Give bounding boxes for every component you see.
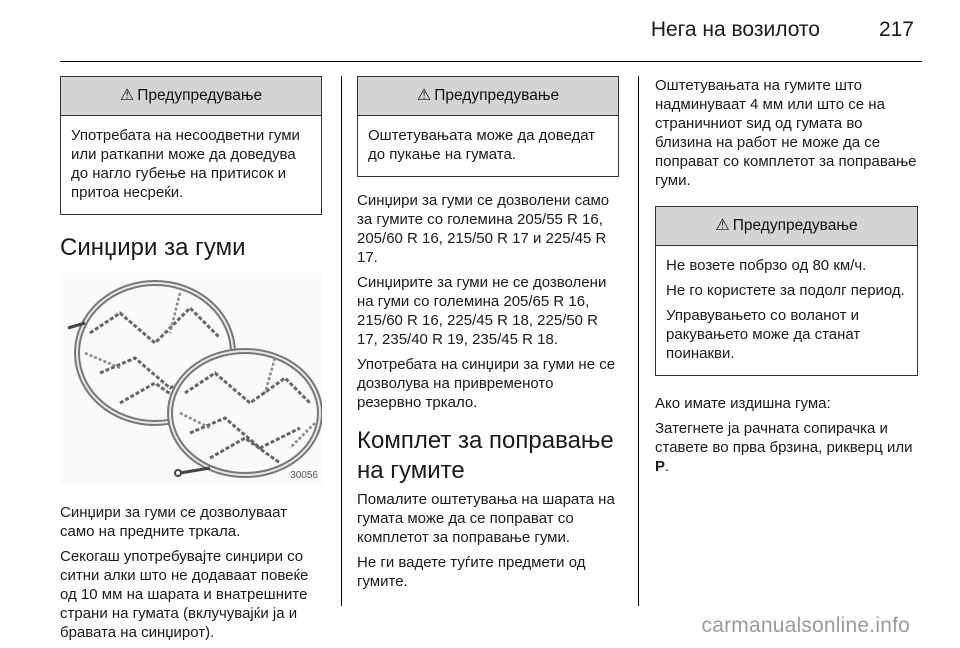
paragraph: Синџири за гуми се дозволени само за гумите со големина 205/55 R 16, 205/60 R 16, 215/50 R 17 и 225/45 R 17. bbox=[357, 192, 610, 266]
snow-chains-drawing bbox=[60, 273, 322, 485]
figure-number: 30056 bbox=[290, 470, 318, 481]
paragraph: Секогаш употребувајте синџири со ситни алки што не додаваат повеќе од 10 мм на шарата и внатрешните страни на гумата (вклучувајќи ја и бравата на синџирот). bbox=[60, 548, 309, 641]
watermark: carmanualsonline.info bbox=[701, 614, 910, 637]
column-3 bbox=[655, 76, 918, 482]
warning-box bbox=[655, 206, 918, 376]
warning-box bbox=[60, 76, 322, 215]
paragraph: Употребата на синџири за гуми не се дозволува на привременото резервно тркало. bbox=[357, 356, 616, 411]
warning-header bbox=[358, 77, 618, 116]
paragraph: Ако имате издишна гума: bbox=[655, 395, 831, 412]
warning-body bbox=[358, 116, 618, 176]
paragraph-text: Затегнете ја рачната сопирачка и ставете во прва брзина, рикверц или bbox=[655, 420, 913, 456]
paragraph: Не ги вадете туѓите предмети од гумите. bbox=[357, 554, 586, 590]
warning-title: Предупредување bbox=[434, 87, 560, 104]
warning-body bbox=[61, 116, 321, 214]
column-1 bbox=[60, 76, 322, 648]
section-heading: Синџири за гуми bbox=[60, 234, 246, 261]
paragraph: Помалите оштетувања на шарата на гумата може да се поправат со комплетот за поправање гуми. bbox=[357, 491, 615, 546]
paragraph: Синџири за гуми се дозволуваат само на предните тркала. bbox=[60, 504, 287, 540]
warning-triangle-icon: ⚠ bbox=[119, 87, 135, 104]
warning-text: Не возете побрзо од 80 км/ч. bbox=[666, 257, 867, 274]
section-title: Нега на возилото bbox=[650, 18, 820, 41]
warning-body bbox=[656, 246, 917, 375]
page-header bbox=[0, 0, 960, 62]
warning-text: Употребата на несоодветни гуми или раткапни може да доведува до нагло губење на притисок и притоа несреќи. bbox=[71, 127, 300, 201]
warning-box bbox=[357, 76, 619, 177]
warning-triangle-icon: ⚠ bbox=[416, 87, 432, 104]
page-number: 217 bbox=[878, 18, 914, 41]
warning-header bbox=[61, 77, 321, 116]
header-rule bbox=[60, 61, 922, 62]
snow-chains-illustration bbox=[60, 273, 322, 485]
paragraph bbox=[655, 419, 918, 476]
warning-title: Предупредување bbox=[137, 87, 263, 104]
warning-text: Не го користете за подолг период. bbox=[666, 282, 905, 299]
gear-p-label: P bbox=[655, 458, 666, 475]
warning-title: Предупредување bbox=[732, 217, 858, 234]
column-divider bbox=[341, 76, 342, 606]
paragraph-end: . bbox=[665, 458, 670, 475]
paragraph: Оштетувањата на гумите што надминуваат 4 мм или што се на страничниот ѕид од гумата во близина на работ не може да се поправат со комплетот за поправање гуми. bbox=[655, 77, 917, 189]
column-2 bbox=[357, 76, 619, 597]
warning-triangle-icon: ⚠ bbox=[715, 217, 730, 234]
paragraph: Синџирите за гуми не се дозволени на гуми со големина 205/65 R 16, 215/60 R 16, 225/45 R 18, 225/50 R 17, 235/40 R 19, 235/45 R 18. bbox=[357, 274, 607, 348]
column-divider bbox=[638, 76, 639, 606]
warning-header bbox=[656, 207, 917, 246]
warning-text: Оштетувањата може да доведат до пукање на гумата. bbox=[368, 127, 596, 163]
warning-text: Управувањето со воланот и ракувањето може да станат поинакви. bbox=[666, 307, 861, 362]
section-heading: Комплет за поправање на гумите bbox=[357, 427, 614, 484]
